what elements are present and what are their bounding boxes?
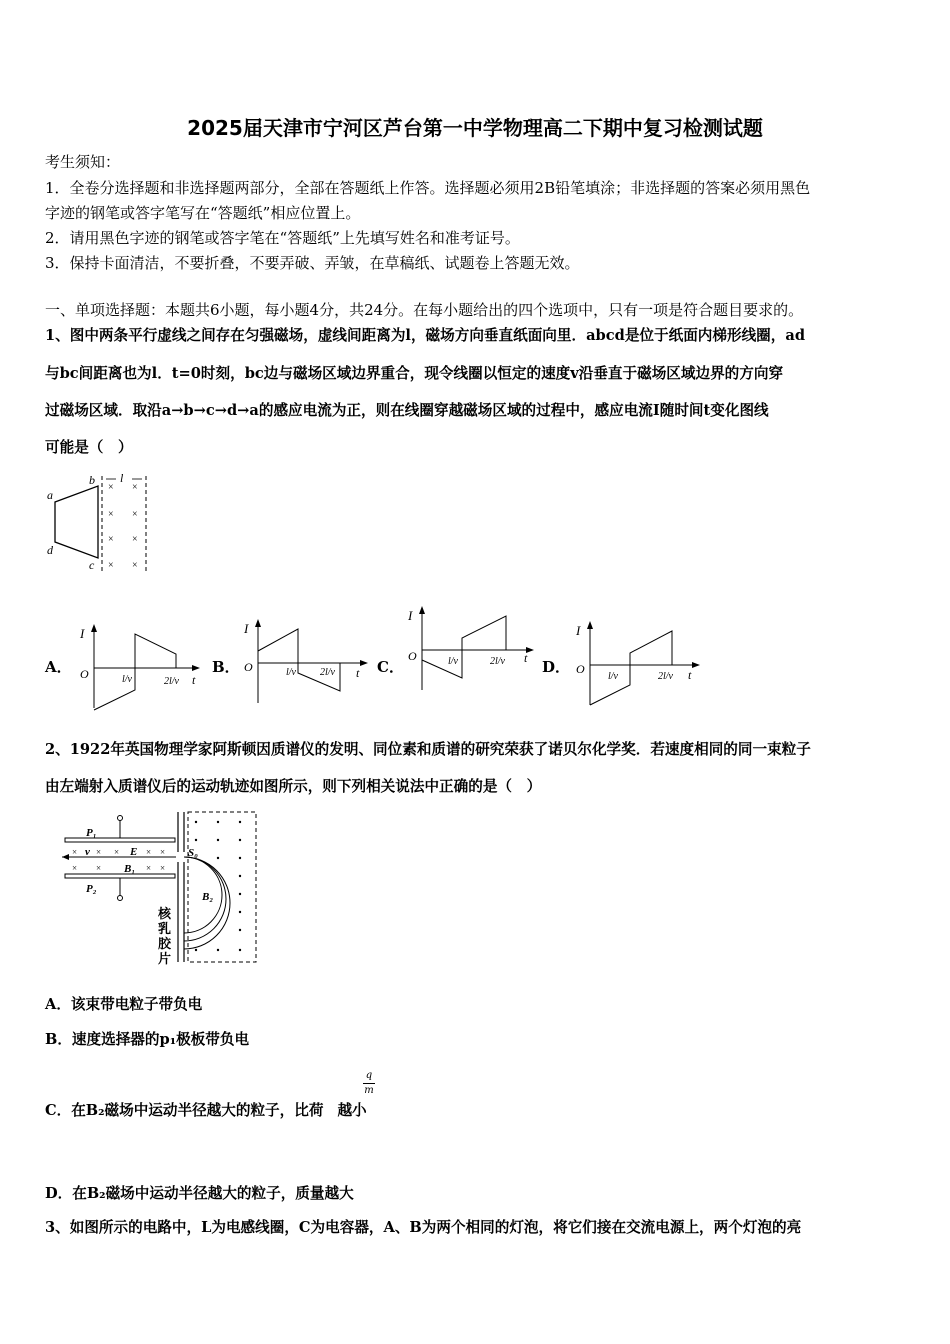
b2-label: B₂ <box>202 891 214 903</box>
field-cross: × <box>132 509 138 520</box>
field-cross: × <box>132 482 138 493</box>
tick-label-lv: l/v <box>608 671 618 682</box>
origin-label: O <box>576 662 585 676</box>
origin-label: O <box>80 667 89 681</box>
q2-option-a[interactable]: A．该束带电粒子带负电 <box>45 996 203 1013</box>
field-cross: × <box>114 847 120 857</box>
q1-option-a-graph[interactable] <box>72 620 202 715</box>
axis-label-t: t <box>356 666 360 680</box>
q2-option-c-text: C．在B₂磁场中运动半径越大的粒子，比荷 <box>45 1102 324 1119</box>
field-cross: × <box>146 847 152 857</box>
tick-label-2lv: 2l/v <box>164 676 179 687</box>
tick-label-lv: l/v <box>448 656 458 667</box>
coil-figure <box>40 462 160 580</box>
q1-option-a-label[interactable]: A． <box>45 658 72 676</box>
field-cross: × <box>72 863 78 873</box>
fraction-denominator: m <box>364 1085 374 1096</box>
film-label-char: 乳 <box>158 921 172 936</box>
electric-field-label: E <box>130 846 138 858</box>
coil-label-l: l <box>120 471 124 485</box>
notice-item-2: 2．请用黑色字迹的钢笔或答字笔在“答题纸”上先填写姓名和准考证号。 <box>45 229 520 247</box>
field-cross: × <box>96 847 102 857</box>
fraction-numerator: q <box>365 1070 373 1081</box>
section-heading: 一、单项选择题：本题共6小题，每小题4分，共24分。在每小题给出的四个选项中，只有一项是符合题目要求的。 <box>45 301 804 319</box>
q1-option-c-graph[interactable] <box>400 602 538 697</box>
axis-label-t: t <box>524 651 528 665</box>
field-cross: × <box>72 847 78 857</box>
q1-option-b-graph[interactable] <box>236 615 371 710</box>
field-cross: × <box>108 509 114 520</box>
field-cross: × <box>96 863 102 873</box>
coil-label-d: d <box>47 543 53 557</box>
slit-s0-label: S₀ <box>188 847 198 859</box>
q2-option-d[interactable]: D．在B₂磁场中运动半径越大的粒子，质量越大 <box>45 1185 354 1202</box>
tick-label-lv: l/v <box>122 674 132 685</box>
plate-p1-label: P₁ <box>86 827 97 839</box>
field-cross: × <box>160 847 166 857</box>
q1-line-2: 与bc间距离也为l．t=0时刻，bc边与磁场区域边界重合，现令线圈以恒定的速度v沿垂直于磁场区域边界的方向穿 <box>45 365 784 382</box>
tick-label-2lv: 2l/v <box>490 656 505 667</box>
field-cross: × <box>146 863 152 873</box>
tick-label-2lv: 2l/v <box>658 671 673 682</box>
fraction-bar <box>363 1083 375 1084</box>
q2-option-c[interactable] <box>45 1101 367 1121</box>
field-cross: × <box>108 560 114 571</box>
axis-label-i: I <box>408 608 413 623</box>
axis-label-t: t <box>688 668 692 682</box>
field-cross: × <box>108 482 114 493</box>
notice-heading: 考生须知： <box>45 153 121 171</box>
coil-label-a: a <box>47 488 53 502</box>
notice-item-1b: 字迹的钢笔或答字笔写在“答题纸”相应位置上。 <box>45 204 361 222</box>
notice-item-1a: 1．全卷分选择题和非选择题两部分，全部在答题纸上作答。选择题必须用2B铅笔填涂；非选择题的答案必须用黑色 <box>45 179 811 197</box>
q2-option-c-tail: 越小 <box>337 1102 367 1119</box>
q1-line-3: 过磁场区域．取沿a→b→c→d→a的感应电流为正，则在线圈穿越磁场区域的过程中，感应电流I随时间t变化图线 <box>45 402 769 419</box>
field-cross: × <box>160 863 166 873</box>
q1-option-c-label[interactable]: C． <box>377 658 404 676</box>
q1-option-d-graph[interactable] <box>568 617 703 712</box>
field-cross: × <box>132 560 138 571</box>
origin-label: O <box>408 649 417 663</box>
tick-label-2lv: 2l/v <box>320 667 335 678</box>
q2-line-1: 2、1922年英国物理学家阿斯顿因质谱仪的发明、同位素和质谱的研究荣获了诺贝尔化学奖．若速度相同的同一束粒子 <box>45 741 811 758</box>
q1-option-b-label[interactable]: B． <box>212 658 240 676</box>
film-label-char: 核 <box>158 906 172 921</box>
q3-line-1: 3、如图所示的电路中，L为电感线圈，C为电容器，A、B为两个相同的灯泡，将它们接在交流电源上，两个灯泡的亮 <box>45 1219 802 1236</box>
field-cross: × <box>132 534 138 545</box>
axis-label-i: I <box>80 626 85 641</box>
film-label-char: 胶 <box>158 936 172 951</box>
q1-option-d-label[interactable]: D． <box>542 658 571 676</box>
tick-label-lv: l/v <box>286 667 296 678</box>
axis-label-i: I <box>244 621 249 636</box>
q1-line-4: 可能是（ ） <box>45 439 133 456</box>
q2-line-2: 由左端射入质谱仪后的运动轨迹如图所示，则下列相关说法中正确的是（ ） <box>45 778 542 795</box>
b1-label: B₁ <box>124 863 136 875</box>
velocity-label: v <box>85 846 90 858</box>
axis-label-i: I <box>576 623 581 638</box>
axis-label-t: t <box>192 673 196 687</box>
coil-label-c: c <box>89 558 95 572</box>
film-label-char: 片 <box>158 951 172 966</box>
plate-p2-label: P₂ <box>86 883 97 895</box>
notice-item-3: 3．保持卡面清洁，不要折叠，不要弄破、弄皱，在草稿纸、试题卷上答题无效。 <box>45 254 580 272</box>
q2-option-b[interactable]: B．速度选择器的p₁极板带负电 <box>45 1031 250 1048</box>
coil-label-b: b <box>89 473 95 487</box>
mass-spectrometer-figure <box>58 810 263 968</box>
origin-label: O <box>244 660 253 674</box>
q1-line-1: 1、图中两条平行虚线之间存在匀强磁场，虚线间距离为l，磁场方向垂直纸面向里．abcd是位于纸面内梯形线圈，ad <box>45 327 806 344</box>
page-title: 2025届天津市宁河区芦台第一中学物理高二下期中复习检测试题 <box>187 116 763 140</box>
field-cross: × <box>108 534 114 545</box>
